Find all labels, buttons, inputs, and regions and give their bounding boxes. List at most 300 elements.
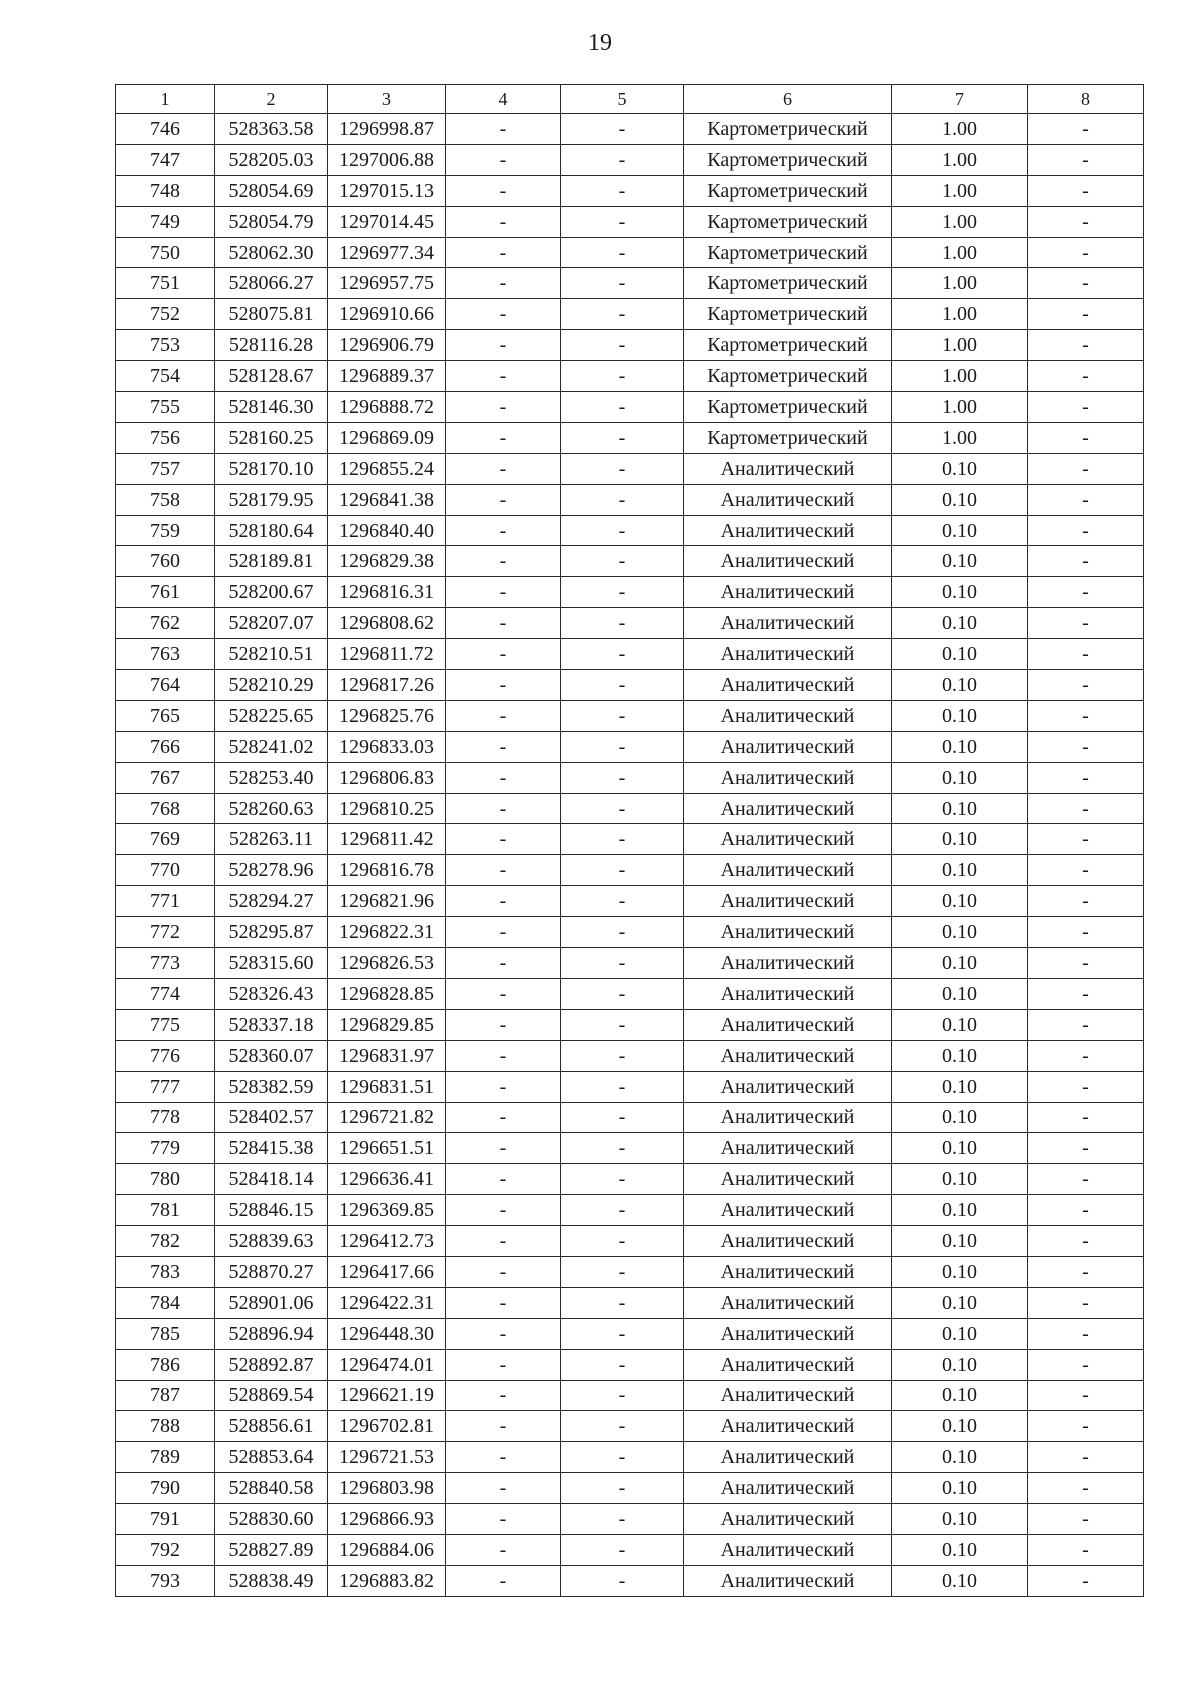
- table-cell: -: [446, 1504, 561, 1535]
- table-row: [116, 515, 1144, 546]
- table-cell: -: [1028, 392, 1144, 423]
- table-cell: 528205.03: [215, 144, 328, 175]
- table-cell: 788: [116, 1411, 215, 1442]
- table-cell: 762: [116, 608, 215, 639]
- table-cell: 528146.30: [215, 392, 328, 423]
- table-cell: 1296833.03: [328, 731, 446, 762]
- table-cell: 0.10: [892, 546, 1028, 577]
- table-cell: 1.00: [892, 144, 1028, 175]
- table-cell: -: [561, 299, 684, 330]
- table-row: [116, 1226, 1144, 1257]
- table-cell: Аналитический: [684, 700, 892, 731]
- table-row: [116, 206, 1144, 237]
- table-cell: 0.10: [892, 824, 1028, 855]
- table-cell: Аналитический: [684, 484, 892, 515]
- table-cell: 1296957.75: [328, 268, 446, 299]
- table-cell: Аналитический: [684, 886, 892, 917]
- table-cell: 528827.89: [215, 1534, 328, 1565]
- table-cell: -: [1028, 1504, 1144, 1535]
- table-row: [116, 546, 1144, 577]
- table-cell: 1296866.93: [328, 1504, 446, 1535]
- table-cell: 0.10: [892, 1009, 1028, 1040]
- table-cell: -: [1028, 670, 1144, 701]
- table-cell: -: [1028, 1226, 1144, 1257]
- column-header: 8: [1028, 85, 1144, 114]
- table-cell: 1296869.09: [328, 422, 446, 453]
- table-cell: -: [446, 1318, 561, 1349]
- table-cell: 1.00: [892, 299, 1028, 330]
- table-cell: 528853.64: [215, 1442, 328, 1473]
- table-cell: -: [561, 577, 684, 608]
- table-cell: -: [1028, 1040, 1144, 1071]
- table-cell: 790: [116, 1473, 215, 1504]
- table-cell: 765: [116, 700, 215, 731]
- table-cell: -: [561, 762, 684, 793]
- table-cell: 1297014.45: [328, 206, 446, 237]
- table-cell: 792: [116, 1534, 215, 1565]
- table-row: [116, 886, 1144, 917]
- table-cell: -: [1028, 114, 1144, 145]
- table-cell: -: [561, 1318, 684, 1349]
- table-cell: 1296977.34: [328, 237, 446, 268]
- table-row: [116, 608, 1144, 639]
- column-header: 2: [215, 85, 328, 114]
- table-cell: -: [561, 670, 684, 701]
- table-cell: -: [1028, 484, 1144, 515]
- table-cell: 0.10: [892, 515, 1028, 546]
- table-cell: 1296828.85: [328, 978, 446, 1009]
- table-cell: -: [446, 392, 561, 423]
- table-cell: Картометрический: [684, 299, 892, 330]
- table-cell: Аналитический: [684, 762, 892, 793]
- table-cell: -: [446, 824, 561, 855]
- table-cell: 746: [116, 114, 215, 145]
- table-cell: -: [446, 1071, 561, 1102]
- table-cell: -: [561, 1256, 684, 1287]
- table-cell: -: [561, 237, 684, 268]
- table-cell: 789: [116, 1442, 215, 1473]
- table-cell: -: [446, 1442, 561, 1473]
- table-cell: 1.00: [892, 392, 1028, 423]
- table-cell: -: [561, 1504, 684, 1535]
- table-cell: 528160.25: [215, 422, 328, 453]
- table-cell: -: [1028, 948, 1144, 979]
- table-cell: -: [561, 392, 684, 423]
- table-cell: -: [561, 1133, 684, 1164]
- table-cell: 1296636.41: [328, 1164, 446, 1195]
- table-cell: 1296817.26: [328, 670, 446, 701]
- table-cell: -: [446, 1473, 561, 1504]
- table-cell: 1296884.06: [328, 1534, 446, 1565]
- table-cell: Аналитический: [684, 1318, 892, 1349]
- table-cell: 0.10: [892, 1287, 1028, 1318]
- table-cell: Аналитический: [684, 1195, 892, 1226]
- table-cell: -: [561, 608, 684, 639]
- table-cell: -: [446, 886, 561, 917]
- table-cell: 771: [116, 886, 215, 917]
- table-row: [116, 299, 1144, 330]
- table-cell: 528263.11: [215, 824, 328, 855]
- table-row: [116, 1287, 1144, 1318]
- table-cell: 528054.69: [215, 175, 328, 206]
- table-cell: 0.10: [892, 484, 1028, 515]
- table-row: [116, 948, 1144, 979]
- table-cell: -: [1028, 1411, 1144, 1442]
- table-cell: -: [446, 1040, 561, 1071]
- table-cell: -: [561, 1349, 684, 1380]
- table-cell: 752: [116, 299, 215, 330]
- table-cell: -: [1028, 917, 1144, 948]
- table-cell: 528116.28: [215, 330, 328, 361]
- table-cell: 760: [116, 546, 215, 577]
- table-cell: 528295.87: [215, 917, 328, 948]
- table-cell: 528294.27: [215, 886, 328, 917]
- table-cell: 1296826.53: [328, 948, 446, 979]
- table-cell: 0.10: [892, 577, 1028, 608]
- table-cell: Картометрический: [684, 330, 892, 361]
- table-cell: -: [561, 144, 684, 175]
- table-cell: -: [1028, 299, 1144, 330]
- table-row: [116, 700, 1144, 731]
- table-cell: 528892.87: [215, 1349, 328, 1380]
- table-cell: 528830.60: [215, 1504, 328, 1535]
- table-cell: 1296651.51: [328, 1133, 446, 1164]
- table-cell: Аналитический: [684, 1133, 892, 1164]
- table-cell: 749: [116, 206, 215, 237]
- table-cell: -: [1028, 330, 1144, 361]
- table-cell: 528180.64: [215, 515, 328, 546]
- table-cell: 1296821.96: [328, 886, 446, 917]
- table-cell: 784: [116, 1287, 215, 1318]
- table-row: [116, 1534, 1144, 1565]
- table-cell: -: [446, 175, 561, 206]
- table-cell: Аналитический: [684, 639, 892, 670]
- table-cell: -: [446, 855, 561, 886]
- table-cell: -: [446, 1133, 561, 1164]
- table-cell: 1296621.19: [328, 1380, 446, 1411]
- table-cell: 528869.54: [215, 1380, 328, 1411]
- table-cell: -: [1028, 1473, 1144, 1504]
- table-cell: 1296829.85: [328, 1009, 446, 1040]
- table-cell: Картометрический: [684, 268, 892, 299]
- table-cell: 754: [116, 361, 215, 392]
- table-cell: -: [1028, 1442, 1144, 1473]
- table-cell: Аналитический: [684, 917, 892, 948]
- table-cell: -: [561, 453, 684, 484]
- table-cell: 528840.58: [215, 1473, 328, 1504]
- table-cell: 748: [116, 175, 215, 206]
- table-cell: -: [561, 1473, 684, 1504]
- table-row: [116, 422, 1144, 453]
- table-cell: 0.10: [892, 917, 1028, 948]
- table-cell: Картометрический: [684, 144, 892, 175]
- table-cell: Аналитический: [684, 978, 892, 1009]
- table-cell: 1296829.38: [328, 546, 446, 577]
- table-cell: 528179.95: [215, 484, 328, 515]
- table-cell: 1296841.38: [328, 484, 446, 515]
- table-cell: 769: [116, 824, 215, 855]
- table-cell: Аналитический: [684, 1411, 892, 1442]
- table-cell: -: [1028, 824, 1144, 855]
- table-cell: -: [446, 268, 561, 299]
- table-cell: 528418.14: [215, 1164, 328, 1195]
- column-header: 6: [684, 85, 892, 114]
- table-cell: 0.10: [892, 1164, 1028, 1195]
- table-cell: -: [446, 330, 561, 361]
- table-cell: Аналитический: [684, 546, 892, 577]
- table-cell: 747: [116, 144, 215, 175]
- table-cell: 528846.15: [215, 1195, 328, 1226]
- table-cell: -: [561, 639, 684, 670]
- table-row: [116, 453, 1144, 484]
- table-cell: -: [561, 1164, 684, 1195]
- table-cell: -: [446, 299, 561, 330]
- table-cell: 1296889.37: [328, 361, 446, 392]
- table-cell: 0.10: [892, 762, 1028, 793]
- table-cell: 1296822.31: [328, 917, 446, 948]
- table-row: [116, 1411, 1144, 1442]
- table-cell: 764: [116, 670, 215, 701]
- table-row: [116, 1318, 1144, 1349]
- table-cell: Картометрический: [684, 114, 892, 145]
- table-cell: 1296474.01: [328, 1349, 446, 1380]
- table-cell: -: [446, 1411, 561, 1442]
- table-cell: Аналитический: [684, 577, 892, 608]
- table-cell: -: [1028, 700, 1144, 731]
- table-cell: -: [446, 917, 561, 948]
- table-cell: Аналитический: [684, 948, 892, 979]
- table-cell: Аналитический: [684, 731, 892, 762]
- table-cell: 528315.60: [215, 948, 328, 979]
- table-cell: -: [561, 422, 684, 453]
- table-cell: -: [561, 1565, 684, 1596]
- table-cell: 0.10: [892, 978, 1028, 1009]
- table-row: [116, 268, 1144, 299]
- table-cell: Аналитический: [684, 608, 892, 639]
- table-cell: 1296816.31: [328, 577, 446, 608]
- table-cell: 1296412.73: [328, 1226, 446, 1257]
- table-cell: -: [1028, 1318, 1144, 1349]
- table-cell: Аналитический: [684, 453, 892, 484]
- table-cell: 0.10: [892, 793, 1028, 824]
- table-cell: -: [1028, 1287, 1144, 1318]
- table-cell: -: [446, 1565, 561, 1596]
- table-row: [116, 392, 1144, 423]
- table-cell: 528210.51: [215, 639, 328, 670]
- table-cell: -: [446, 144, 561, 175]
- table-row: [116, 1009, 1144, 1040]
- table-cell: Аналитический: [684, 670, 892, 701]
- table-cell: Аналитический: [684, 1256, 892, 1287]
- table-cell: -: [1028, 546, 1144, 577]
- table-row: [116, 824, 1144, 855]
- table-cell: 757: [116, 453, 215, 484]
- table-cell: 0.10: [892, 1380, 1028, 1411]
- table-cell: -: [561, 484, 684, 515]
- table-row: [116, 1504, 1144, 1535]
- table-cell: 766: [116, 731, 215, 762]
- table-cell: Картометрический: [684, 175, 892, 206]
- table-cell: -: [561, 515, 684, 546]
- table-cell: -: [1028, 237, 1144, 268]
- table-cell: 528870.27: [215, 1256, 328, 1287]
- table-cell: 778: [116, 1102, 215, 1133]
- column-header: 1: [116, 85, 215, 114]
- table-cell: -: [446, 237, 561, 268]
- table-cell: 791: [116, 1504, 215, 1535]
- table-cell: -: [561, 1534, 684, 1565]
- table-cell: -: [446, 1164, 561, 1195]
- table-cell: -: [561, 700, 684, 731]
- table-cell: 528241.02: [215, 731, 328, 762]
- table-cell: 750: [116, 237, 215, 268]
- page-number: 19: [588, 30, 612, 56]
- table-cell: -: [1028, 639, 1144, 670]
- table-cell: -: [1028, 361, 1144, 392]
- table-cell: Аналитический: [684, 1009, 892, 1040]
- table-cell: 0.10: [892, 1442, 1028, 1473]
- table-cell: -: [561, 886, 684, 917]
- table-cell: -: [561, 1411, 684, 1442]
- table-cell: 528066.27: [215, 268, 328, 299]
- table-cell: -: [446, 361, 561, 392]
- table-row: [116, 144, 1144, 175]
- table-cell: -: [561, 114, 684, 145]
- table-cell: 1296811.42: [328, 824, 446, 855]
- table-cell: -: [1028, 144, 1144, 175]
- table-header-row: [116, 85, 1144, 114]
- column-header: 4: [446, 85, 561, 114]
- column-header: 7: [892, 85, 1028, 114]
- table-cell: -: [446, 978, 561, 1009]
- table-cell: -: [561, 1009, 684, 1040]
- table-cell: -: [1028, 886, 1144, 917]
- table-cell: 1296855.24: [328, 453, 446, 484]
- table-cell: -: [561, 1102, 684, 1133]
- table-cell: 1296910.66: [328, 299, 446, 330]
- table-cell: 0.10: [892, 1473, 1028, 1504]
- table-cell: -: [446, 1195, 561, 1226]
- table-cell: 1296702.81: [328, 1411, 446, 1442]
- table-cell: -: [1028, 1071, 1144, 1102]
- table-cell: 0.10: [892, 1565, 1028, 1596]
- table-cell: -: [1028, 1565, 1144, 1596]
- table-cell: -: [1028, 1195, 1144, 1226]
- table-cell: -: [561, 206, 684, 237]
- table-cell: 1.00: [892, 237, 1028, 268]
- table-row: [116, 1473, 1144, 1504]
- table-cell: -: [1028, 855, 1144, 886]
- table-cell: 0.10: [892, 1504, 1028, 1535]
- table-cell: Аналитический: [684, 1164, 892, 1195]
- table-cell: -: [446, 948, 561, 979]
- table-cell: -: [1028, 453, 1144, 484]
- table-cell: 767: [116, 762, 215, 793]
- table-row: [116, 1565, 1144, 1596]
- table-cell: -: [446, 1256, 561, 1287]
- table-cell: -: [1028, 1534, 1144, 1565]
- table-cell: -: [1028, 422, 1144, 453]
- table-cell: Аналитический: [684, 1534, 892, 1565]
- table-cell: 761: [116, 577, 215, 608]
- table-cell: 0.10: [892, 948, 1028, 979]
- table-cell: -: [446, 1349, 561, 1380]
- table-row: [116, 114, 1144, 145]
- table-cell: 0.10: [892, 1318, 1028, 1349]
- table-cell: -: [446, 1534, 561, 1565]
- table-cell: Аналитический: [684, 1102, 892, 1133]
- table-cell: 528253.40: [215, 762, 328, 793]
- table-cell: 0.10: [892, 855, 1028, 886]
- table-cell: -: [446, 1102, 561, 1133]
- table-cell: 1297015.13: [328, 175, 446, 206]
- column-header: 5: [561, 85, 684, 114]
- table-row: [116, 484, 1144, 515]
- table-cell: 528838.49: [215, 1565, 328, 1596]
- table-row: [116, 1071, 1144, 1102]
- table-cell: 780: [116, 1164, 215, 1195]
- table-cell: 0.10: [892, 1040, 1028, 1071]
- table-cell: 783: [116, 1256, 215, 1287]
- table-row: [116, 731, 1144, 762]
- table-cell: -: [561, 361, 684, 392]
- table-cell: Картометрический: [684, 392, 892, 423]
- table-cell: 0.10: [892, 1256, 1028, 1287]
- table-cell: 1296998.87: [328, 114, 446, 145]
- table-cell: 528062.30: [215, 237, 328, 268]
- table-cell: 756: [116, 422, 215, 453]
- table-cell: 528054.79: [215, 206, 328, 237]
- table-cell: -: [1028, 762, 1144, 793]
- table-cell: 0.10: [892, 1411, 1028, 1442]
- table-cell: 1296417.66: [328, 1256, 446, 1287]
- table-cell: -: [1028, 731, 1144, 762]
- table-row: [116, 1349, 1144, 1380]
- table-cell: 528402.57: [215, 1102, 328, 1133]
- table-cell: 1296840.40: [328, 515, 446, 546]
- table-row: [116, 1102, 1144, 1133]
- table-cell: Аналитический: [684, 1380, 892, 1411]
- table-row: [116, 639, 1144, 670]
- table-row: [116, 762, 1144, 793]
- table-cell: -: [561, 948, 684, 979]
- table-cell: -: [1028, 978, 1144, 1009]
- table-cell: Аналитический: [684, 1287, 892, 1318]
- table-cell: -: [1028, 577, 1144, 608]
- table-cell: -: [446, 1009, 561, 1040]
- table-cell: 787: [116, 1380, 215, 1411]
- table-cell: 777: [116, 1071, 215, 1102]
- table-cell: 0.10: [892, 886, 1028, 917]
- table-row: [116, 1195, 1144, 1226]
- table-cell: -: [561, 546, 684, 577]
- table-cell: 772: [116, 917, 215, 948]
- table-cell: 759: [116, 515, 215, 546]
- table-cell: -: [446, 639, 561, 670]
- table-cell: -: [561, 1195, 684, 1226]
- table-cell: -: [446, 546, 561, 577]
- table-cell: 1296831.97: [328, 1040, 446, 1071]
- table-cell: 1296808.62: [328, 608, 446, 639]
- table-cell: Аналитический: [684, 1226, 892, 1257]
- table-cell: -: [561, 175, 684, 206]
- column-header: 3: [328, 85, 446, 114]
- table-cell: 763: [116, 639, 215, 670]
- table-cell: -: [446, 608, 561, 639]
- table-cell: -: [446, 670, 561, 701]
- table-row: [116, 855, 1144, 886]
- table-cell: -: [446, 700, 561, 731]
